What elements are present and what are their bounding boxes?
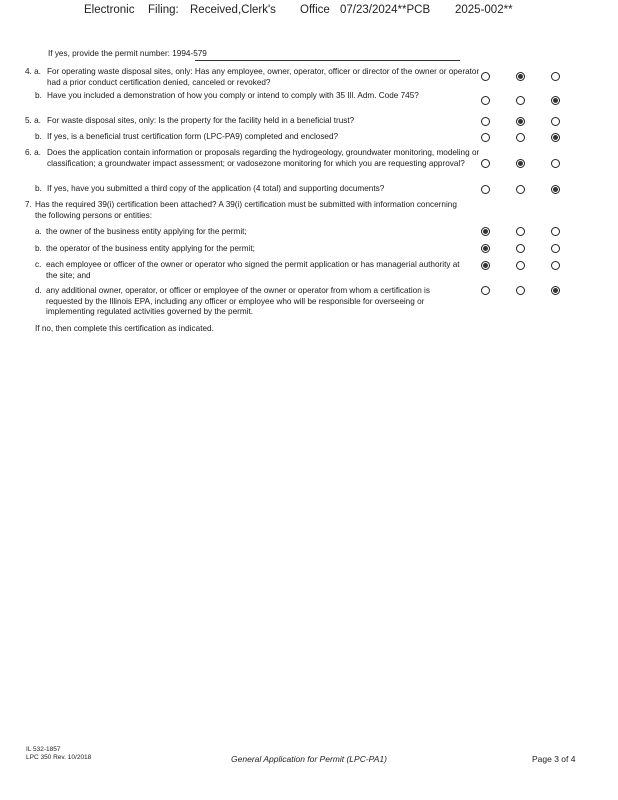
question-text: Have you included a demonstration of how you comply or intend to comply with 35 Ill. Adm. Code 745? — [47, 91, 419, 100]
stamp-received: Received,Clerk's — [190, 4, 276, 16]
stamp-docket: 2025-002** — [455, 4, 513, 16]
permit-number-line — [48, 49, 207, 58]
question-number: 7. — [25, 200, 32, 209]
closing-note: If no, then complete this certification as indicated. — [35, 324, 214, 333]
footer-revision: LPC 350 Rev. 10/2018 — [26, 754, 92, 761]
question-number: c. — [35, 260, 42, 269]
q7a-na-radio[interactable] — [551, 227, 560, 236]
permit-number-underline — [195, 60, 460, 61]
question-text: If yes, is a beneficial trust certification form (LPC-PA9) completed and enclosed? — [47, 132, 339, 141]
q5b-yes-radio[interactable] — [481, 133, 490, 142]
question-text: For operating waste disposal sites, only: Has any employee, owner, operator, officer or director of the owner or operator had a prior conduct certification denied, canceled or revoked? — [47, 67, 480, 87]
question-text: If yes, have you submitted a third copy of the application (4 total) and supporting documents? — [47, 184, 385, 193]
q7a-no-radio[interactable] — [516, 227, 525, 236]
q7b-no-radio[interactable] — [516, 244, 525, 253]
q5a-na-radio[interactable] — [551, 117, 560, 126]
q6b-na-radio[interactable] — [551, 185, 560, 194]
question-number: 5. a. — [25, 116, 41, 125]
permit-number-label: If yes, provide the permit number: — [48, 49, 170, 58]
q5b-na-radio[interactable] — [551, 133, 560, 142]
question-number: b. — [35, 132, 42, 141]
q6a-na-radio[interactable] — [551, 159, 560, 168]
question-number: b. — [35, 244, 42, 253]
q5b-no-radio[interactable] — [516, 133, 525, 142]
question-number: b. — [35, 91, 42, 100]
question-number: 4. a. — [25, 67, 41, 76]
stamp-office: Office — [300, 4, 330, 16]
question-number: a. — [35, 227, 42, 236]
question-text: the operator of the business entity applying for the permit; — [46, 244, 255, 253]
q7a-yes-radio[interactable] — [481, 227, 490, 236]
q4a-na-radio[interactable] — [551, 72, 560, 81]
q7d-no-radio[interactable] — [516, 286, 525, 295]
question-text: any additional owner, operator, or officer or employee of the owner or operator from whom a certification is requested by the Illinois EPA, including any officer or employee who will be responsible for overseeing or implementing regulated activities governed by the permit. — [46, 286, 430, 316]
q7b-yes-radio[interactable] — [481, 244, 490, 253]
footer-title: General Application for Permit (LPC-PA1) — [231, 754, 387, 764]
q7c-yes-radio[interactable] — [481, 261, 490, 270]
q6b-no-radio[interactable] — [516, 185, 525, 194]
q4b-na-radio[interactable] — [551, 96, 560, 105]
q5a-no-radio[interactable] — [516, 117, 525, 126]
footer-page-number: Page 3 of 4 — [532, 754, 576, 764]
question-number: b. — [35, 184, 42, 193]
stamp-electronic: Electronic — [84, 4, 135, 16]
question-number: d. — [35, 286, 42, 295]
question-text: the owner of the business entity applying for the permit; — [46, 227, 247, 236]
question-number: 6. a. — [25, 148, 41, 157]
q4a-no-radio[interactable] — [516, 72, 525, 81]
q6a-yes-radio[interactable] — [481, 159, 490, 168]
q7d-na-radio[interactable] — [551, 286, 560, 295]
q7b-na-radio[interactable] — [551, 244, 560, 253]
permit-number-value: 1994-579 — [172, 49, 207, 58]
q6a-no-radio[interactable] — [516, 159, 525, 168]
q5a-yes-radio[interactable] — [481, 117, 490, 126]
question-text: Has the required 39(i) certification been attached? A 39(i) certification must be submitted with information concerning the following persons or entities: — [35, 200, 457, 220]
question-text: For waste disposal sites, only: Is the property for the facility held in a beneficial trust? — [47, 116, 355, 125]
electronic-filing-stamp — [0, 4, 618, 20]
question-text: each employee or officer of the owner or operator who signed the permit application or has managerial authority at the site; and — [46, 260, 460, 280]
q7d-yes-radio[interactable] — [481, 286, 490, 295]
stamp-filing: Filing: — [148, 4, 179, 16]
q4b-no-radio[interactable] — [516, 96, 525, 105]
q7c-na-radio[interactable] — [551, 261, 560, 270]
q4b-yes-radio[interactable] — [481, 96, 490, 105]
stamp-date: 07/23/2024**PCB — [340, 4, 431, 16]
q7c-no-radio[interactable] — [516, 261, 525, 270]
q6b-yes-radio[interactable] — [481, 185, 490, 194]
question-text: Does the application contain information or proposals regarding the hydrogeology, groundwater monitoring, modeling or classification; a groundwater impact assessment; or vadosezone monitoring for which you are requesting approval? — [47, 148, 480, 168]
footer-form-number: IL 532-1857 — [26, 746, 61, 753]
q4a-yes-radio[interactable] — [481, 72, 490, 81]
